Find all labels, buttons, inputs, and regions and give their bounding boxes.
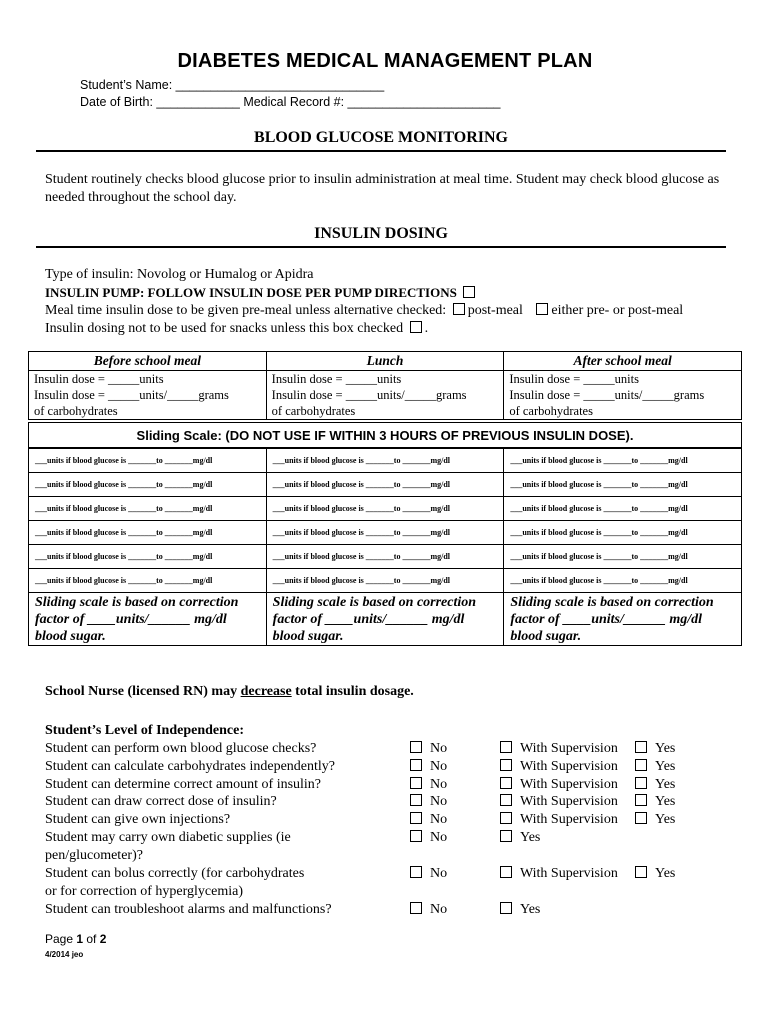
option-label: With Supervision <box>520 794 618 809</box>
option-checkbox[interactable] <box>500 902 512 914</box>
independence-option[interactable] <box>500 811 618 829</box>
sliding-scale-row <box>29 473 742 497</box>
dose-line-carbs: of carbohydrates <box>271 404 356 418</box>
option-checkbox[interactable] <box>500 866 512 878</box>
independence-option[interactable] <box>410 793 447 811</box>
insulin-dosing-heading: INSULIN DOSING <box>36 225 726 248</box>
sliding-scale-cell[interactable]: ___units if blood glucose is _______to _______mg/dl <box>29 449 267 473</box>
independence-option[interactable] <box>635 793 675 811</box>
col-after-school-meal: After school meal <box>504 352 742 371</box>
sliding-scale-cell[interactable]: ___units if blood glucose is _______to _______mg/dl <box>29 521 267 545</box>
sliding-scale-row <box>29 449 742 473</box>
snack-checkbox[interactable] <box>410 321 422 333</box>
dob-medical-record-field: Date of Birth: ____________ Medical Record #: ______________________ <box>80 95 501 109</box>
option-checkbox[interactable] <box>410 794 422 806</box>
sliding-scale-cell[interactable]: ___units if blood glucose is _______to _______mg/dl <box>29 569 267 593</box>
independence-heading: Student’s Level of Independence: <box>45 723 244 738</box>
option-checkbox[interactable] <box>635 866 647 878</box>
option-label: Yes <box>655 812 676 827</box>
independence-question <box>45 793 385 811</box>
page-num: 1 <box>76 932 84 946</box>
bg-monitoring-heading: BLOOD GLUCOSE MONITORING <box>36 129 726 152</box>
meal-time-line <box>45 302 745 320</box>
option-label: No <box>430 812 448 827</box>
option-label: Yes <box>655 759 676 774</box>
option-checkbox[interactable] <box>500 777 512 789</box>
insulin-type-line: Type of insulin: Novolog or Humalog or Apidra <box>45 267 314 282</box>
pump-line <box>45 284 745 302</box>
independence-question <box>45 776 385 794</box>
sliding-scale-cell[interactable]: ___units if blood glucose is _______to _______mg/dl <box>504 521 742 545</box>
independence-option[interactable] <box>410 865 447 883</box>
independence-question <box>45 740 385 758</box>
option-checkbox[interactable] <box>410 866 422 878</box>
correction-factor-cell[interactable] <box>29 593 267 646</box>
option-label: No <box>430 794 448 809</box>
correction-factor-text: blood sugar. <box>35 628 106 644</box>
sliding-scale-table <box>28 448 742 646</box>
sliding-scale-cell[interactable]: ___units if blood glucose is _______to _______mg/dl <box>266 521 504 545</box>
option-checkbox[interactable] <box>635 741 647 753</box>
dose-table <box>28 351 742 420</box>
independence-question-text: Student can bolus correctly (for carbohydrates <box>45 866 305 881</box>
independence-option[interactable] <box>410 758 447 776</box>
col-lunch: Lunch <box>266 352 504 371</box>
sliding-scale-cell[interactable]: ___units if blood glucose is _______to _______mg/dl <box>504 569 742 593</box>
correction-factor-cell[interactable] <box>504 593 742 646</box>
correction-factor-row <box>29 593 742 646</box>
option-label: No <box>430 902 448 917</box>
page-of: of <box>83 932 100 946</box>
option-label: No <box>430 830 448 845</box>
independence-question-text: or for correction of hyperglycemia) <box>45 884 243 899</box>
sliding-scale-cell[interactable]: ___units if blood glucose is _______to _______mg/dl <box>29 497 267 521</box>
sliding-scale-cell[interactable]: ___units if blood glucose is _______to _______mg/dl <box>266 569 504 593</box>
option-checkbox[interactable] <box>635 759 647 771</box>
document-title: DIABETES MEDICAL MANAGEMENT PLAN <box>177 50 593 72</box>
nurse-line-c: total insulin dosage. <box>291 684 414 699</box>
option-label: No <box>430 777 448 792</box>
sliding-scale-header <box>28 422 742 448</box>
dose-line-carbs: of carbohydrates <box>509 404 593 418</box>
option-label: Yes <box>655 741 676 756</box>
either-meal-label: either pre- or post-meal <box>551 303 684 318</box>
sliding-scale-cell[interactable]: ___units if blood glucose is _______to _______mg/dl <box>266 473 504 497</box>
independence-option[interactable] <box>635 758 675 776</box>
independence-option[interactable] <box>635 740 675 758</box>
option-checkbox[interactable] <box>500 741 512 753</box>
sliding-scale-cell[interactable]: ___units if blood glucose is _______to _______mg/dl <box>266 497 504 521</box>
option-label: No <box>430 741 448 756</box>
sliding-scale-row <box>29 521 742 545</box>
independence-question <box>45 865 385 901</box>
correction-factor-cell[interactable] <box>266 593 504 646</box>
independence-question-text: Student can give own injections? <box>45 812 231 827</box>
option-label: With Supervision <box>520 777 618 792</box>
independence-option[interactable] <box>500 901 540 919</box>
independence-option[interactable] <box>410 901 447 919</box>
post-meal-label: post-meal <box>467 303 523 318</box>
option-label: With Supervision <box>520 759 618 774</box>
sliding-scale-row <box>29 569 742 593</box>
option-checkbox[interactable] <box>410 830 422 842</box>
post-meal-checkbox[interactable] <box>453 303 465 315</box>
meal-time-text: Meal time insulin dose to be given pre-meal unless alternative checked: <box>45 303 447 318</box>
page-label: Page <box>45 932 77 946</box>
dose-cell-lunch[interactable] <box>266 371 504 420</box>
correction-factor-text: factor of ____units/______ mg/dl <box>510 611 703 627</box>
independence-question <box>45 901 385 919</box>
option-checkbox[interactable] <box>500 812 512 824</box>
sliding-scale-cell[interactable]: ___units if blood glucose is _______to _______mg/dl <box>504 545 742 569</box>
option-checkbox[interactable] <box>410 902 422 914</box>
independence-option[interactable] <box>635 811 675 829</box>
option-checkbox[interactable] <box>410 812 422 824</box>
correction-factor-text: blood sugar. <box>272 628 344 644</box>
either-meal-checkbox[interactable] <box>536 303 548 315</box>
independence-question <box>45 811 385 829</box>
independence-option[interactable] <box>410 811 447 829</box>
dose-line-ratio: Insulin dose = _____units/_____grams <box>509 388 705 402</box>
option-label: With Supervision <box>520 812 618 827</box>
independence-option[interactable] <box>635 776 675 794</box>
correction-factor-text: blood sugar. <box>510 628 582 644</box>
sliding-scale-cell[interactable]: ___units if blood glucose is _______to _______mg/dl <box>29 473 267 497</box>
snack-period: . <box>424 321 429 336</box>
sliding-scale-cell[interactable]: ___units if blood glucose is _______to _______mg/dl <box>504 449 742 473</box>
correction-factor-text: factor of ____units/______ mg/dl <box>35 611 227 627</box>
independence-option[interactable] <box>500 829 540 847</box>
dose-line-units: Insulin dose = _____units <box>271 372 402 386</box>
dose-cell-after[interactable] <box>504 371 742 420</box>
page-number <box>45 932 106 946</box>
independence-question-text: Student can determine correct amount of insulin? <box>45 777 322 792</box>
pump-line-text: INSULIN PUMP: FOLLOW INSULIN DOSE PER PUMP DIRECTIONS <box>45 285 457 300</box>
nurse-line-decrease: decrease <box>240 684 292 699</box>
option-label: Yes <box>655 777 676 792</box>
sliding-scale-cell[interactable]: ___units if blood glucose is _______to _______mg/dl <box>266 449 504 473</box>
correction-factor-text: Sliding scale is based on correction <box>272 594 477 610</box>
snack-line <box>45 320 745 338</box>
independence-question-text: pen/glucometer)? <box>45 848 143 863</box>
option-label: No <box>430 866 448 881</box>
student-name-field: Student’s Name: ______________________________ <box>80 78 385 92</box>
option-checkbox[interactable] <box>410 777 422 789</box>
option-label: Yes <box>655 866 676 881</box>
option-label: Yes <box>655 794 676 809</box>
option-checkbox[interactable] <box>500 830 512 842</box>
dose-cell-before[interactable] <box>29 371 267 420</box>
sliding-scale-cell[interactable]: ___units if blood glucose is _______to _______mg/dl <box>29 545 267 569</box>
option-checkbox[interactable] <box>635 777 647 789</box>
nurse-line <box>45 683 745 701</box>
dose-line-ratio: Insulin dose = _____units/_____grams <box>34 388 229 402</box>
sliding-scale-cell[interactable]: ___units if blood glucose is _______to _______mg/dl <box>504 473 742 497</box>
option-checkbox[interactable] <box>635 812 647 824</box>
independence-option[interactable] <box>410 776 447 794</box>
nurse-line-a: School Nurse (licensed RN) may <box>45 684 241 699</box>
page-total: 2 <box>99 932 107 946</box>
bg-monitoring-text: Student routinely checks blood glucose prior to insulin administration at meal time. Student may check blood glucose as needed throughout the school day. <box>45 172 720 205</box>
independence-option[interactable] <box>410 740 447 758</box>
snack-text: Insulin dosing not to be used for snacks unless this box checked <box>45 321 404 336</box>
option-checkbox[interactable] <box>500 794 512 806</box>
sliding-scale-cell[interactable]: ___units if blood glucose is _______to _______mg/dl <box>266 545 504 569</box>
sliding-scale-row <box>29 545 742 569</box>
independence-question-text: Student can calculate carbohydrates independently? <box>45 759 335 774</box>
independence-option[interactable] <box>500 793 618 811</box>
option-label: With Supervision <box>520 741 618 756</box>
independence-option[interactable] <box>635 865 675 883</box>
independence-question <box>45 758 385 776</box>
option-checkbox[interactable] <box>500 759 512 771</box>
independence-option[interactable] <box>500 740 618 758</box>
dose-line-units: Insulin dose = _____units <box>509 372 639 386</box>
col-before-school-meal: Before school meal <box>29 352 267 371</box>
option-label: No <box>430 759 448 774</box>
independence-option[interactable] <box>500 758 618 776</box>
independence-question <box>45 829 385 865</box>
dose-line-carbs: of carbohydrates <box>34 404 118 418</box>
independence-option[interactable] <box>500 865 618 883</box>
sliding-scale-header-text: Sliding Scale: (DO NOT USE IF WITHIN 3 HOURS OF PREVIOUS INSULIN DOSE). <box>136 428 634 443</box>
correction-factor-text: factor of ____units/______ mg/dl <box>272 611 465 627</box>
correction-factor-text: Sliding scale is based on correction <box>35 594 239 610</box>
option-label: Yes <box>520 902 541 917</box>
option-label: With Supervision <box>520 866 618 881</box>
dose-line-units: Insulin dose = _____units <box>34 372 164 386</box>
independence-question-text: Student may carry own diabetic supplies (ie <box>45 830 291 845</box>
sliding-scale-cell[interactable]: ___units if blood glucose is _______to _______mg/dl <box>504 497 742 521</box>
sliding-scale-row <box>29 497 742 521</box>
independence-option[interactable] <box>500 776 618 794</box>
independence-question-text: Student can perform own blood glucose checks? <box>45 741 317 756</box>
independence-question-text: Student can troubleshoot alarms and malfunctions? <box>45 902 332 917</box>
independence-question-text: Student can draw correct dose of insulin? <box>45 794 277 809</box>
independence-option[interactable] <box>410 829 447 847</box>
correction-factor-text: Sliding scale is based on correction <box>510 594 714 610</box>
option-checkbox[interactable] <box>410 741 422 753</box>
option-checkbox[interactable] <box>635 794 647 806</box>
option-label: Yes <box>520 830 541 845</box>
pump-checkbox[interactable] <box>463 286 475 298</box>
option-checkbox[interactable] <box>410 759 422 771</box>
revision-code: 4/2014 jeo <box>45 950 84 959</box>
dose-line-ratio: Insulin dose = _____units/_____grams <box>271 388 467 402</box>
